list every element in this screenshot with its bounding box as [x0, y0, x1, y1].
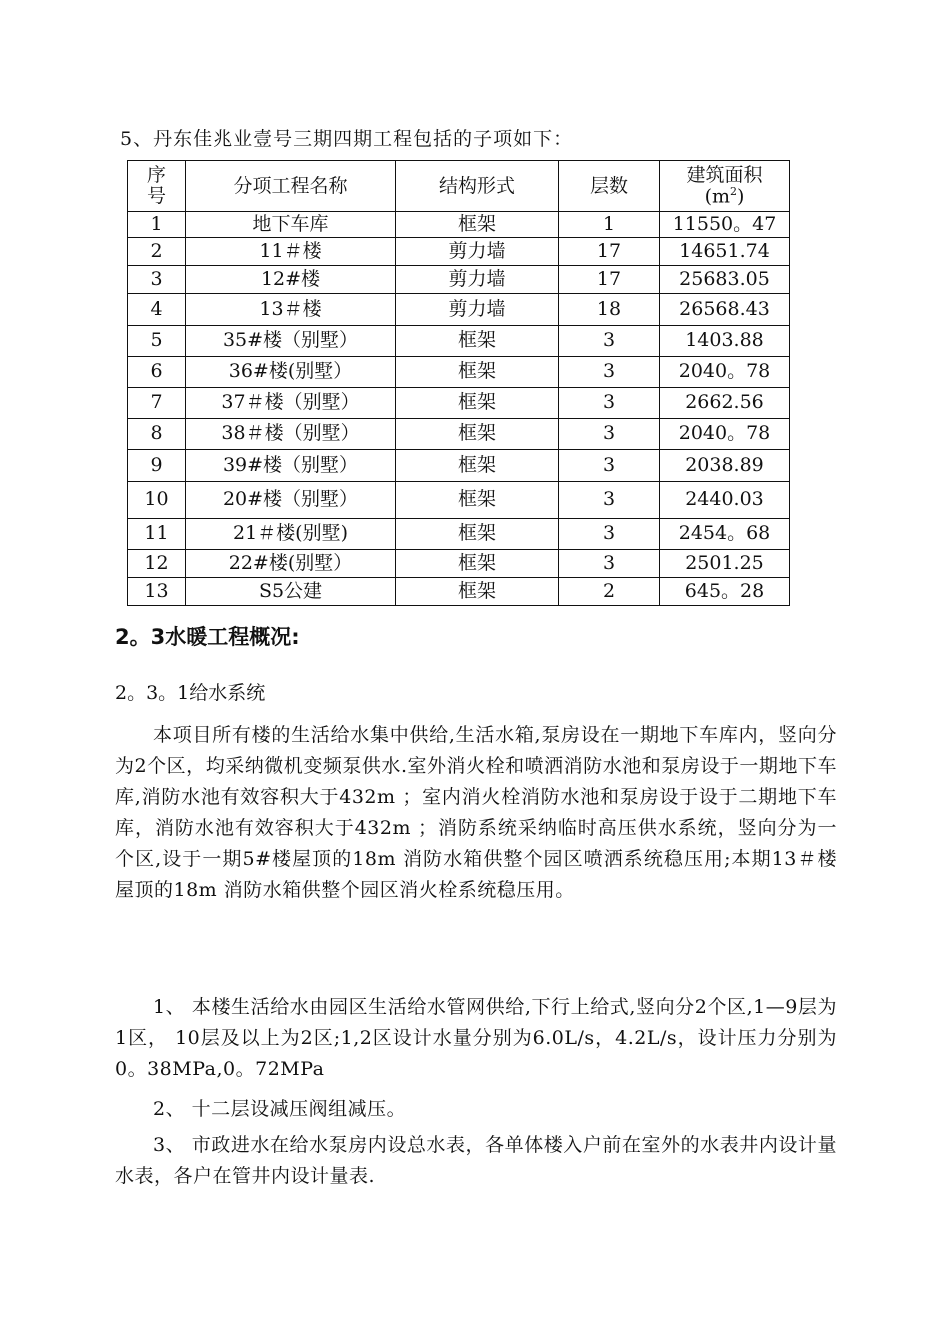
cell-floors: 3 [559, 326, 660, 357]
paragraph: 3、 市政进水在给水泵房内设总水表，各单体楼入户前在室外的水表井内设计量水表，各户在管井内设计量表. [115, 1134, 837, 1187]
cell-area: 2040。78 [660, 357, 790, 388]
cell-structure: 框架 [396, 212, 559, 238]
cell-name: 37＃楼（别墅） [186, 388, 396, 419]
subproject-table [127, 160, 790, 606]
cell-seq: 5 [128, 326, 186, 357]
cell-seq: 4 [128, 294, 186, 326]
cell-floors: 3 [559, 519, 660, 550]
cell-seq: 10 [128, 482, 186, 519]
header-seq: 序 号 [128, 161, 186, 212]
cell-area: 2662.56 [660, 388, 790, 419]
paragraph: 2、 十二层设减压阀组减压。 [153, 1098, 407, 1120]
cell-floors: 1 [559, 212, 660, 238]
table-row [128, 450, 790, 482]
cell-floors: 3 [559, 357, 660, 388]
cell-structure: 框架 [396, 578, 559, 606]
cell-name: 36#楼(别墅） [186, 357, 396, 388]
table-row [128, 550, 790, 578]
cell-floors: 3 [559, 419, 660, 450]
cell-name: 地下车库 [186, 212, 396, 238]
cell-floors: 2 [559, 578, 660, 606]
section-title: 2。3水暖工程概况: [115, 625, 300, 649]
cell-area: 1403.88 [660, 326, 790, 357]
table-row [128, 238, 790, 266]
cell-structure: 框架 [396, 326, 559, 357]
cell-floors: 18 [559, 294, 660, 326]
cell-name: 20#楼（别墅） [186, 482, 396, 519]
cell-seq: 7 [128, 388, 186, 419]
cell-seq: 3 [128, 266, 186, 294]
cell-area: 2501.25 [660, 550, 790, 578]
paragraph: 1、 本楼生活给水由园区生活给水管网供给,下行上给式,竖向分2个区,1—9层为1区， 10层及以上为2区;1,2区设计水量分别为6.0L/s，4.2L/s，设计压力分别为0。38MPa,0。72MPa [115, 996, 837, 1080]
cell-seq: 9 [128, 450, 186, 482]
cell-structure: 剪力墙 [396, 294, 559, 326]
cell-area: 645。28 [660, 578, 790, 606]
header-structure: 结构形式 [396, 161, 559, 212]
cell-area: 2040。78 [660, 419, 790, 450]
cell-name: S5公建 [186, 578, 396, 606]
cell-structure: 框架 [396, 388, 559, 419]
cell-floors: 3 [559, 550, 660, 578]
cell-floors: 3 [559, 450, 660, 482]
cell-structure: 框架 [396, 519, 559, 550]
cell-area: 2454。68 [660, 519, 790, 550]
table-row [128, 326, 790, 357]
cell-name: 11＃楼 [186, 238, 396, 266]
cell-structure: 框架 [396, 357, 559, 388]
cell-area: 11550。47 [660, 212, 790, 238]
table-header-row [128, 161, 790, 212]
table-row [128, 294, 790, 326]
subsection-title: 2。3。1给水系统 [115, 682, 266, 704]
table-row [128, 519, 790, 550]
cell-floors: 17 [559, 238, 660, 266]
cell-name: 21＃楼(别墅) [186, 519, 396, 550]
cell-seq: 1 [128, 212, 186, 238]
table-row [128, 388, 790, 419]
table-row [128, 482, 790, 519]
cell-seq: 2 [128, 238, 186, 266]
cell-seq: 13 [128, 578, 186, 606]
cell-area: 25683.05 [660, 266, 790, 294]
cell-floors: 3 [559, 388, 660, 419]
paragraph: 本项目所有楼的生活给水集中供给,生活水箱,泵房设在一期地下车库内，竖向分为2个区，均采纳微机变频泵供水.室外消火栓和喷洒消防水池和泵房设于一期地下车库,消防水池有效容积大于432m ；室内消火栓消防水池和泵房设于设于二期地下车库，消防水池有效容积大于432m ；消防系统采纳临时高压供水系统，竖向分为一个区,设于一期5#楼屋顶的18m 消防水箱供整个园区喷洒系统稳压用;本期13＃楼屋顶的18m 消防水箱供整个园区消火栓系统稳压用。 [115, 724, 837, 901]
cell-name: 35#楼（别墅） [186, 326, 396, 357]
table-row [128, 266, 790, 294]
cell-area: 2440.03 [660, 482, 790, 519]
cell-structure: 框架 [396, 482, 559, 519]
cell-structure: 剪力墙 [396, 238, 559, 266]
table-row [128, 357, 790, 388]
cell-area: 26568.43 [660, 294, 790, 326]
cell-name: 12#楼 [186, 266, 396, 294]
table-row [128, 419, 790, 450]
cell-structure: 框架 [396, 550, 559, 578]
cell-name: 38＃楼（别墅） [186, 419, 396, 450]
cell-name: 39#楼（别墅） [186, 450, 396, 482]
header-name: 分项工程名称 [186, 161, 396, 212]
cell-name: 22#楼(别墅） [186, 550, 396, 578]
cell-seq: 12 [128, 550, 186, 578]
cell-seq: 6 [128, 357, 186, 388]
table-intro: 5、丹东佳兆业壹号三期四期工程包括的子项如下： [120, 128, 574, 150]
cell-area: 14651.74 [660, 238, 790, 266]
cell-seq: 11 [128, 519, 186, 550]
header-floors: 层数 [559, 161, 660, 212]
cell-seq: 8 [128, 419, 186, 450]
cell-area: 2038.89 [660, 450, 790, 482]
table-row [128, 212, 790, 238]
header-area: 建筑面积 $(m^2)$ [660, 161, 790, 212]
cell-structure: 框架 [396, 419, 559, 450]
cell-floors: 3 [559, 482, 660, 519]
cell-name: 13＃楼 [186, 294, 396, 326]
cell-structure: 框架 [396, 450, 559, 482]
cell-structure: 剪力墙 [396, 266, 559, 294]
cell-floors: 17 [559, 266, 660, 294]
table-row [128, 578, 790, 606]
